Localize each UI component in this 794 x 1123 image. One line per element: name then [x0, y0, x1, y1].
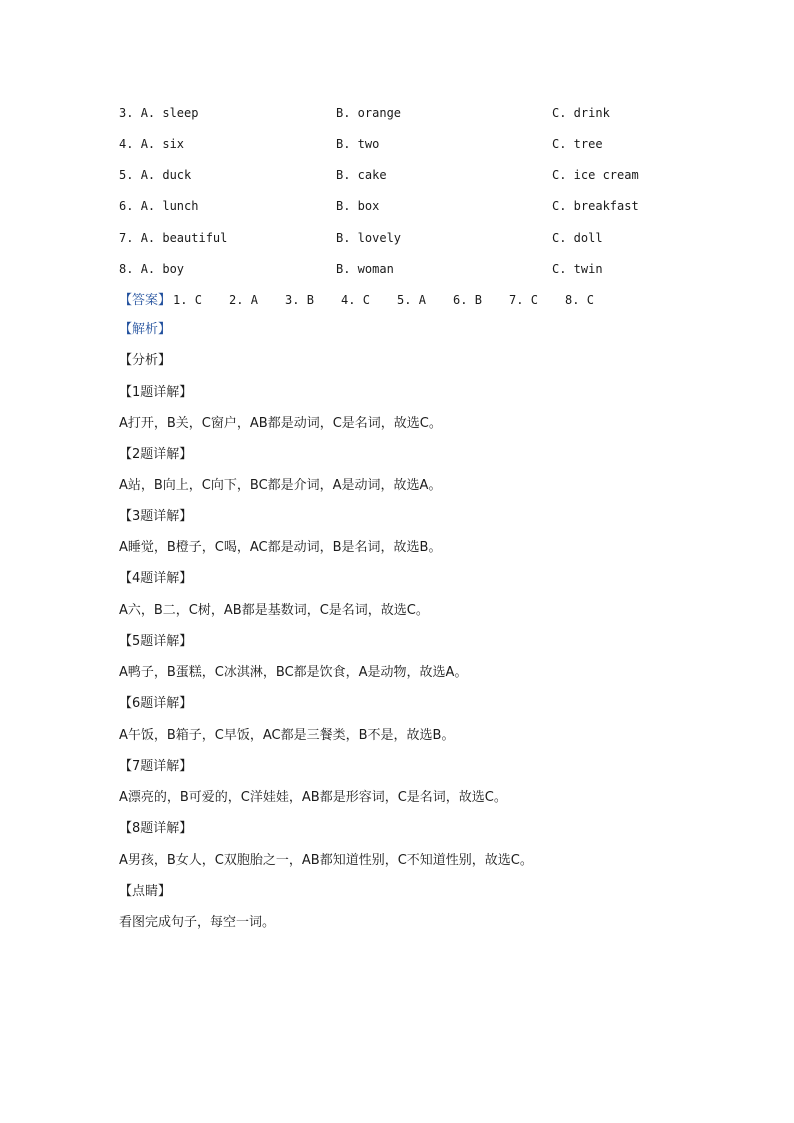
option-b: B. box	[336, 199, 380, 213]
detail-text: A六，B二，C树，AB都是基数词，C是名词，故选C。	[119, 603, 429, 618]
question-row	[119, 196, 679, 216]
fenxi-heading: 【分析】	[119, 353, 172, 368]
option-a: 8. A. boy	[119, 262, 185, 276]
answer-tag: 【答案】	[119, 293, 172, 308]
option-a: 5. A. duck	[119, 168, 192, 182]
option-b: B. lovely	[336, 231, 402, 245]
detail-heading: 【2题详解】	[119, 447, 193, 462]
option-a: 6. A. lunch	[119, 199, 199, 213]
option-c: C. ice cream	[552, 168, 639, 182]
question-row	[119, 228, 679, 248]
analysis-heading: 【解析】	[119, 322, 172, 337]
question-row	[119, 259, 679, 279]
question-row	[119, 103, 679, 123]
option-c: C. twin	[552, 262, 603, 276]
detail-text: A打开，B关，C窗户，AB都是动词，C是名词，故选C。	[119, 416, 442, 431]
option-b: B. woman	[336, 262, 394, 276]
next-section-instruction: 看图完成句子，每空一词。	[119, 915, 276, 930]
detail-text: A漂亮的，B可爱的，C洋娃娃，AB都是形容词，C是名词，故选C。	[119, 790, 507, 805]
option-a: 4. A. six	[119, 137, 185, 151]
option-c: C. drink	[552, 106, 610, 120]
detail-text: A睡觉，B橙子，C喝，AC都是动词，B是名词，故选B。	[119, 540, 442, 555]
answer-item: 6. B	[453, 293, 482, 307]
detail-heading: 【6题详解】	[119, 696, 193, 711]
option-b: B. orange	[336, 106, 402, 120]
detail-heading: 【4题详解】	[119, 571, 193, 586]
option-c: C. breakfast	[552, 199, 639, 213]
option-b: B. cake	[336, 168, 387, 182]
answer-item: 8. C	[565, 293, 594, 307]
detail-heading: 【1题详解】	[119, 385, 193, 400]
option-a: 3. A. sleep	[119, 106, 199, 120]
answer-row	[119, 289, 621, 311]
answer-item: 5. A	[397, 293, 426, 307]
answer-list	[173, 289, 621, 311]
detail-text: A鸭子，B蛋糕，C冰淇淋，BC都是饮食，A是动物，故选A。	[119, 665, 468, 680]
answer-item: 3. B	[285, 293, 314, 307]
dianjing-heading: 【点睛】	[119, 884, 172, 899]
detail-heading: 【3题详解】	[119, 509, 193, 524]
detail-text: A站，B向上，C向下，BC都是介词，A是动词，故选A。	[119, 478, 442, 493]
answer-item: 1. C	[173, 293, 202, 307]
option-b: B. two	[336, 137, 380, 151]
detail-heading: 【5题详解】	[119, 634, 193, 649]
question-row	[119, 134, 679, 154]
answer-item: 2. A	[229, 293, 258, 307]
detail-heading: 【7题详解】	[119, 759, 193, 774]
detail-heading: 【8题详解】	[119, 821, 193, 836]
answer-item: 7. C	[509, 293, 538, 307]
option-a: 7. A. beautiful	[119, 231, 228, 245]
question-row	[119, 165, 679, 185]
option-c: C. doll	[552, 231, 603, 245]
detail-text: A男孩，B女人，C双胞胎之一，AB都知道性别，C不知道性别，故选C。	[119, 853, 533, 868]
detail-text: A午饭，B箱子，C早饭，AC都是三餐类，B不是，故选B。	[119, 728, 455, 743]
answer-item: 4. C	[341, 293, 370, 307]
option-c: C. tree	[552, 137, 603, 151]
